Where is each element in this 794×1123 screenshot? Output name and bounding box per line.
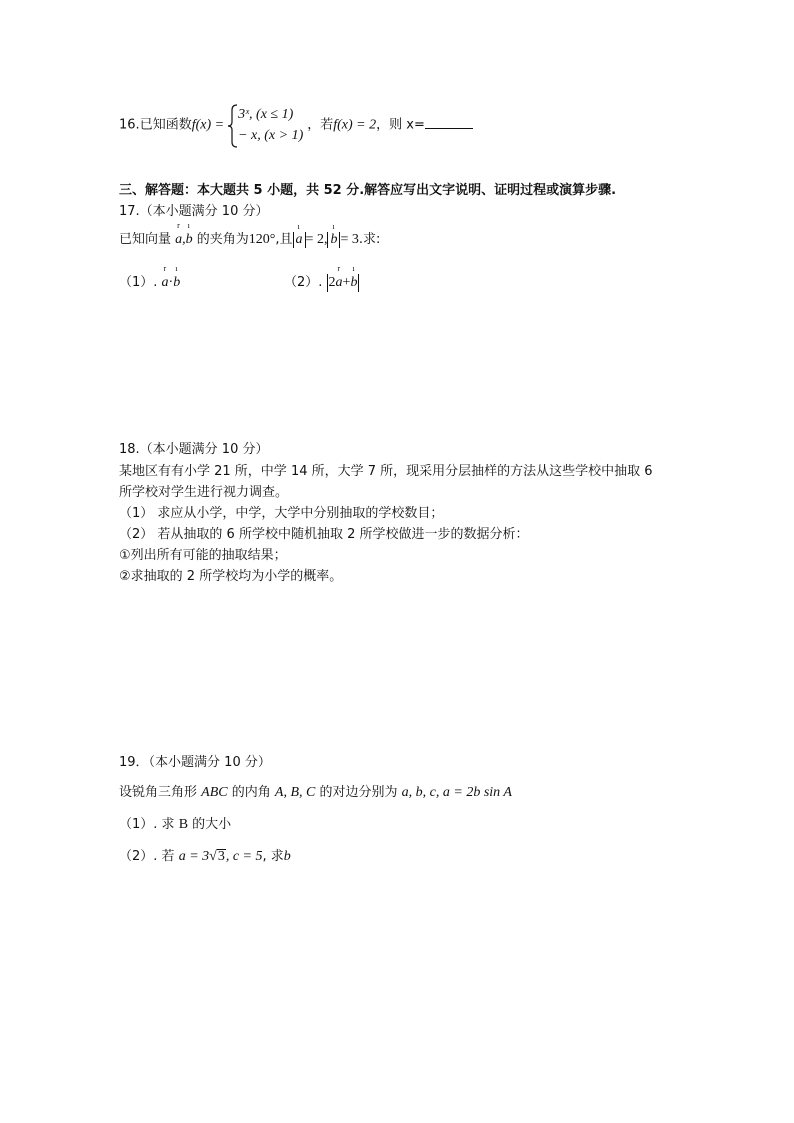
a-value: a = 3	[178, 849, 210, 864]
dot-operator: ·	[168, 275, 174, 290]
statement-text: 已知向量	[119, 232, 172, 247]
magnitude-expression: 2 r a+ ı b	[328, 264, 358, 290]
radicand: 3	[217, 849, 225, 864]
question-17-part-1	[119, 264, 181, 292]
question-18-line-2: 所学校对学生进行视力调查。	[119, 485, 289, 500]
question-17-part-2	[284, 264, 359, 292]
part-label: （1）. 求	[119, 817, 175, 832]
question-19-part-2	[119, 848, 291, 866]
vector-a: r a	[161, 264, 169, 290]
question-18-item-1: ①列出所有可能的抽取结果；	[119, 548, 287, 563]
magnitude-a: ı a	[293, 232, 306, 248]
part-label: （1）.	[119, 275, 158, 290]
vector-b: ı b	[185, 221, 193, 247]
question-19-title: 19．（本小题满分 10 分）	[119, 755, 271, 770]
magnitude-b-value: = 3	[340, 232, 359, 247]
part-text: , 求	[262, 849, 284, 864]
c-value: , c = 5	[225, 849, 263, 864]
part-label: （2）. 若	[119, 849, 175, 864]
question-17-title: 17.（本小题满分 10 分）	[119, 204, 269, 219]
triangle-name: ABC	[201, 785, 228, 800]
left-brace-icon	[228, 104, 238, 148]
condition-equation: f(x) = 2	[333, 117, 377, 133]
magnitude-b: ı b	[327, 232, 340, 248]
part-text: 的大小	[192, 817, 232, 832]
question-18-part-1: （1） 求应从小学，中学，大学中分别抽取的学校数目；	[119, 506, 444, 521]
function-label: f(x) =	[191, 117, 225, 133]
angle-B: B	[178, 817, 189, 832]
part-label: （2）.	[284, 275, 323, 290]
b-variable: b	[283, 849, 291, 864]
question-18-item-2: ②求抽取的 2 所学校均为小学的概率。	[119, 569, 343, 584]
piece-case-1: 3ˣ, (x ≤ 1)	[238, 107, 294, 122]
statement-text-2: 的夹角为	[192, 232, 249, 247]
condition-prefix: ，若	[307, 117, 334, 133]
answer-blank[interactable]	[425, 114, 473, 129]
piecewise-function	[228, 104, 303, 146]
question-18-title: 18.（本小题满分 10 分）	[119, 442, 269, 457]
angle-value: 120°	[248, 232, 276, 247]
vector-a: r a	[175, 221, 183, 247]
piece-case-2: − x, (x > 1)	[238, 128, 304, 143]
comma: ,	[182, 232, 186, 247]
question-number: 16.	[119, 117, 140, 133]
statement-text-3: ,且	[275, 232, 293, 247]
section-heading: 三、解答题：本大题共 5 小题，共 52 分.解答应写出文字说明、证明过程或演算步骤.	[119, 183, 617, 198]
statement-text-3: 的对边分别为	[319, 785, 398, 800]
question-17-statement	[119, 221, 381, 249]
question-16	[119, 104, 473, 146]
statement-text: 设锐角三角形	[119, 785, 198, 800]
question-text: 已知函数	[139, 117, 192, 133]
question-19-part-1	[119, 816, 231, 834]
statement-text-4: .求:	[358, 232, 381, 247]
vector-b: ı b	[173, 264, 181, 290]
statement-text-2: 的内角	[231, 785, 271, 800]
question-18-part-2: （2） 若从抽取的 6 所学校中随机抽取 2 所学校做进一步的数据分析：	[119, 527, 529, 542]
condition-suffix: ，则 x=	[376, 117, 425, 133]
question-18-line-1: 某地区有有小学 21 所，中学 14 所，大学 7 所，现采用分层抽样的方法从这些学校中抽取 6	[119, 464, 653, 479]
question-19-statement	[119, 784, 512, 802]
angles: A, B, C	[274, 785, 316, 800]
sqrt-icon: √	[209, 849, 217, 864]
magnitude-a-value: = 2,	[305, 232, 328, 247]
sides-relation: a, b, c, a = 2b sin A	[401, 785, 512, 800]
